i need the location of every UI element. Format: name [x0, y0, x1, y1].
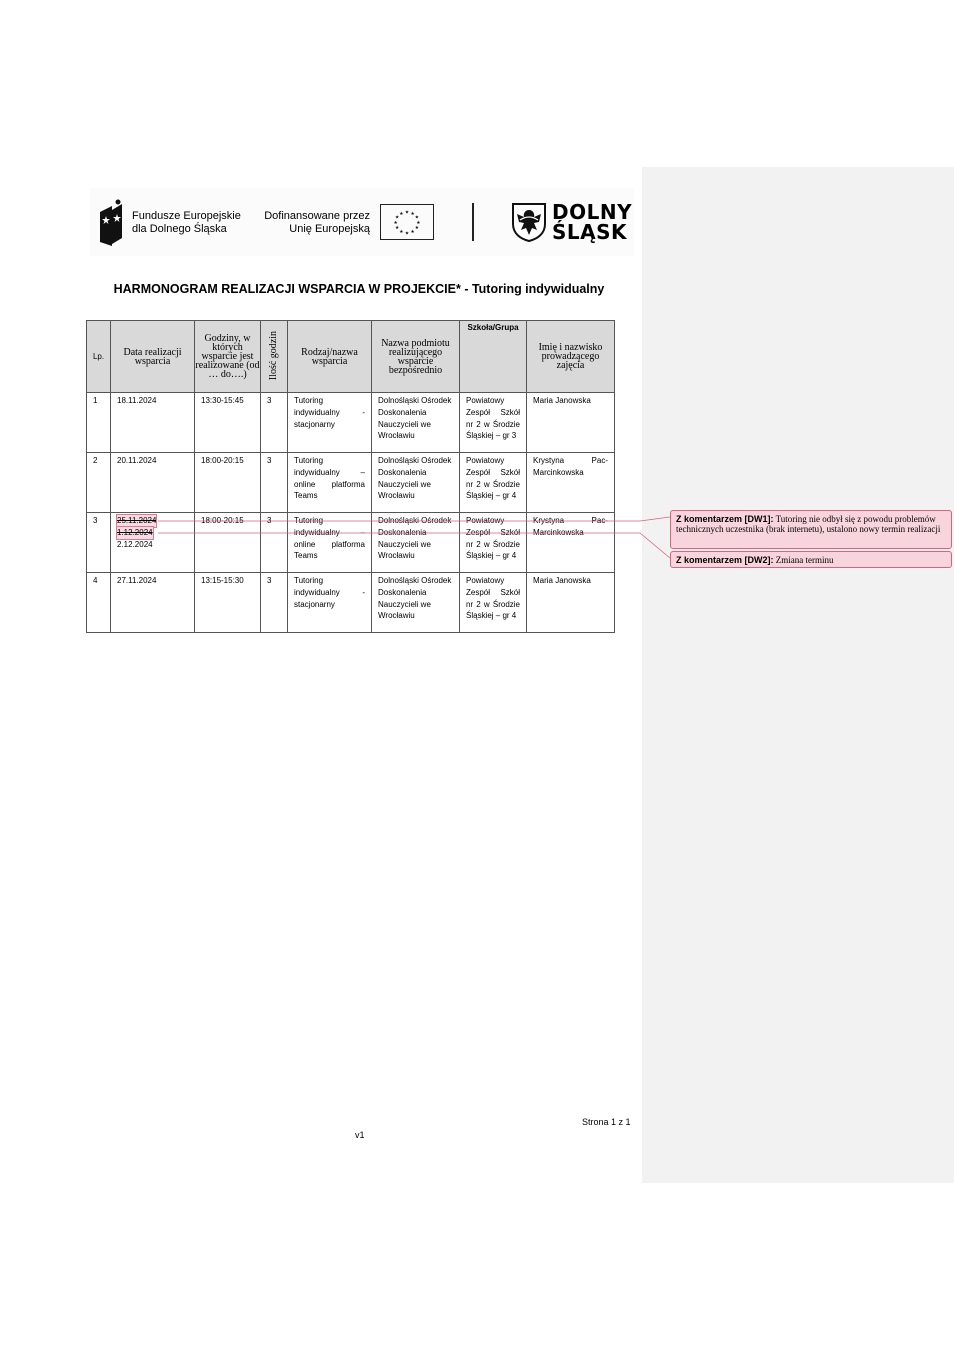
svg-text:★: ★: [399, 211, 404, 217]
version-label: v1: [355, 1130, 365, 1140]
cell-entity: Dolnośląski Ośrodek Doskonalenia Nauczycieli we Wrocławiu: [378, 456, 452, 501]
header-count-text: Ilość godzin: [268, 330, 279, 381]
page-number: Strona 1 z 1: [582, 1117, 631, 1127]
cell-hours: 13:30-15:45: [201, 396, 244, 405]
logo-divider: [472, 203, 474, 241]
cell-teacher: Krystyna Pac-Marcinkowska: [533, 516, 608, 537]
header-entity: Nazwa podmiotu realizującego wsparcie bezpośrednio: [372, 321, 460, 393]
cell-entity: Dolnośląski Ośrodek Doskonalenia Nauczycieli we Wrocławiu: [378, 396, 452, 441]
fe-logo-line-1: Fundusze Europejskie: [132, 210, 241, 222]
cell-type: Tutoring indywidualny - stacjonarny: [294, 576, 365, 609]
svg-text:★: ★: [394, 215, 400, 221]
cell-school: Powiatowy Zespół Szkół nr 2 w Środzie Śląskiej – gr 4: [466, 456, 520, 501]
cell-lp: 4: [93, 576, 98, 585]
comment-pane: [642, 167, 954, 1183]
comment-dw1[interactable]: [670, 510, 952, 549]
svg-text:★: ★: [410, 229, 415, 235]
svg-text:★: ★: [394, 226, 400, 232]
table-row: [87, 453, 615, 513]
header-type: Rodzaj/nazwa wsparcia: [288, 321, 372, 393]
region-line-1: DOLNY: [552, 200, 633, 224]
comment-dw1-label: Z komentarzem [DW1]:: [676, 514, 774, 524]
cell-count: 3: [267, 396, 272, 405]
svg-text:★: ★: [399, 229, 404, 235]
comment-dw2-text: Zmiana terminu: [775, 555, 834, 565]
cell-teacher: Maria Janowska: [533, 576, 591, 585]
fundusze-europejskie-logo-icon: [98, 198, 124, 246]
cell-entity: Dolnośląski Ośrodek Doskonalenia Nauczycieli we Wrocławiu: [378, 576, 452, 621]
cell-date: 18.11.2024: [117, 396, 157, 405]
header-lp: Lp.: [87, 321, 111, 393]
cell-lp: 3: [93, 516, 98, 525]
table-row: [87, 513, 615, 573]
inserted-date: 2.12.2024: [117, 539, 153, 549]
cell-count: 3: [267, 516, 272, 525]
schedule-table: [86, 320, 615, 633]
header-date: Data realizacji wsparcia: [111, 321, 195, 393]
cell-type: Tutoring indywidualny – online platforma Teams: [294, 516, 365, 561]
table-row: [87, 393, 615, 453]
header-hours: Godziny, w których wsparcie jest realizowane (od … do….): [195, 321, 261, 393]
cell-count: 3: [267, 456, 272, 465]
cell-hours: 18:00-20:15: [201, 456, 244, 465]
header-school: Szkoła/Grupa: [460, 321, 527, 393]
dolny-slask-text: [552, 202, 632, 242]
cell-type: Tutoring indywidualny – online platforma Teams: [294, 456, 365, 501]
svg-text:★: ★: [410, 211, 415, 217]
cofinanced-text: [264, 210, 370, 236]
logo-strip: [90, 188, 634, 256]
deleted-date-2[interactable]: 1.12.2024: [117, 527, 153, 537]
cell-date: [111, 513, 194, 550]
cell-lp: 2: [93, 456, 98, 465]
header-count: [261, 321, 288, 393]
cofinanced-line-1: Dofinansowane przez: [264, 210, 370, 222]
table-header-row: [87, 321, 615, 393]
document-title: HARMONOGRAM REALIZACJI WSPARCIA W PROJEKCIE* - Tutoring indywidualny: [113, 282, 605, 296]
region-line-2: ŚLĄSK: [552, 220, 628, 244]
svg-text:★: ★: [414, 215, 420, 221]
cell-teacher: Maria Janowska: [533, 396, 591, 405]
cell-school: Powiatowy Zespół Szkół nr 2 w Środzie Śląskiej – gr 4: [466, 516, 520, 561]
svg-text:★: ★: [404, 231, 410, 237]
cell-count: 3: [267, 576, 272, 585]
table-row: [87, 573, 615, 633]
comment-dw1-text: Tutoring nie odbył się z powodu problemów technicznych uczestnika (brak internetu), ustalono nowy termin realizacji: [676, 514, 941, 534]
fe-logo-line-2: dla Dolnego Śląska: [132, 223, 227, 235]
cell-lp: 1: [93, 396, 98, 405]
cell-school: Powiatowy Zespół Szkół nr 2 w Środzie Śląskiej – gr 3: [466, 396, 520, 441]
comment-dw2[interactable]: [670, 551, 952, 568]
cell-entity: Dolnośląski Ośrodek Doskonalenia Nauczycieli we Wrocławiu: [378, 516, 452, 561]
fundusze-europejskie-text: [132, 210, 241, 236]
cell-date: 27.11.2024: [117, 576, 157, 585]
cell-hours: 13:15-15:30: [201, 576, 244, 585]
cell-teacher: Krystyna Pac-Marcinkowska: [533, 456, 608, 477]
svg-text:★: ★: [414, 226, 420, 232]
deleted-date-1[interactable]: 25.11.2024: [117, 516, 157, 525]
cell-school: Powiatowy Zespół Szkół nr 2 w Środzie Śląskiej – gr 4: [466, 576, 520, 621]
comment-dw2-label: Z komentarzem [DW2]:: [676, 555, 774, 565]
cell-date: 20.11.2024: [117, 456, 157, 465]
eu-flag-icon: [380, 204, 434, 240]
header-teacher: Imię i nazwisko prowadzącego zajęcia: [527, 321, 615, 393]
svg-text:★: ★: [393, 220, 398, 226]
svg-text:★: ★: [416, 220, 421, 226]
cell-type: Tutoring indywidualny - stacjonarny: [294, 396, 365, 429]
cofinanced-line-2: Unię Europejską: [289, 223, 370, 235]
svg-text:★: ★: [404, 210, 410, 216]
cell-hours: 18:00-20:15: [201, 516, 244, 525]
dolny-slask-eagle-icon: [511, 202, 547, 242]
